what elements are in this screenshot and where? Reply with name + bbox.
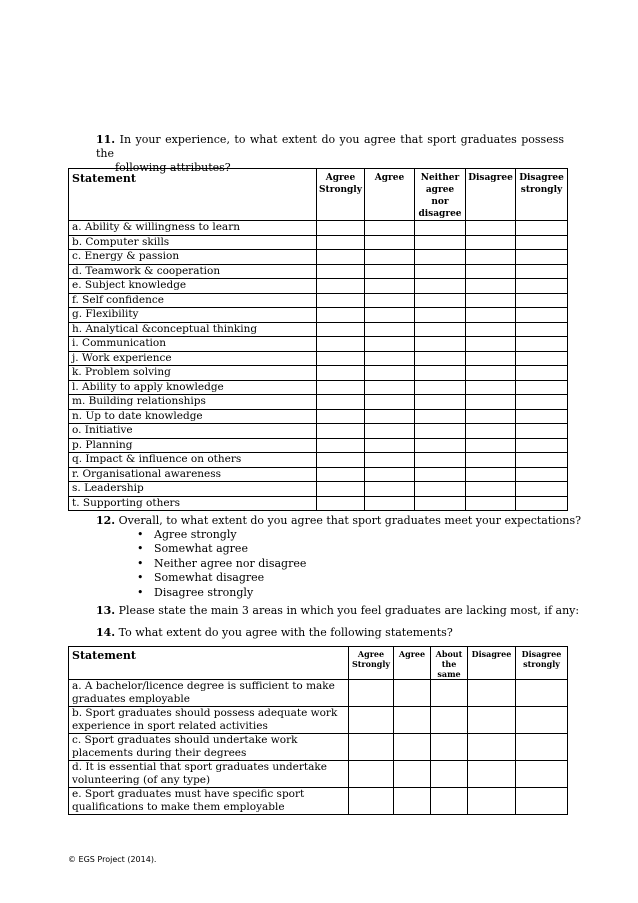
attributes-table-body (69, 221, 568, 511)
response-cell[interactable] (415, 351, 466, 366)
response-cell[interactable] (349, 761, 394, 788)
response-cell[interactable] (317, 366, 365, 381)
response-cell[interactable] (516, 366, 568, 381)
response-cell[interactable] (516, 250, 568, 265)
response-cell[interactable] (516, 264, 568, 279)
attribute-row (69, 279, 568, 294)
response-cell[interactable] (317, 308, 365, 323)
response-cell[interactable] (317, 279, 365, 294)
response-cell[interactable] (349, 734, 394, 761)
response-cell[interactable] (365, 221, 415, 236)
bullet-icon: • (137, 571, 144, 585)
attribute-row (69, 221, 568, 236)
option-label: Somewhat disagree (154, 571, 265, 585)
response-cell[interactable] (317, 293, 365, 308)
response-cell[interactable] (466, 337, 516, 352)
statement-cell: b. Sport graduates should possess adequate work experience in sport related activities (69, 707, 349, 734)
statement-cell: e. Sport graduates must have specific sport qualifications to make them employable (69, 788, 349, 815)
response-cell[interactable] (431, 707, 468, 734)
response-cell[interactable] (415, 221, 466, 236)
response-cell[interactable] (415, 438, 466, 453)
option-item[interactable] (137, 571, 306, 585)
response-cell[interactable] (365, 250, 415, 265)
question-number: 14. (96, 626, 116, 639)
bullet-icon: • (137, 556, 144, 570)
response-cell[interactable] (317, 395, 365, 410)
statement-cell: o. Initiative (69, 424, 317, 439)
statement-cell: m. Building relationships (69, 395, 317, 410)
response-cell[interactable] (365, 264, 415, 279)
expectation-options-list (137, 528, 306, 600)
response-cell[interactable] (394, 707, 431, 734)
attribute-row (69, 308, 568, 323)
response-cell[interactable] (516, 482, 568, 497)
header-disagree-strongly: Disagree strongly (516, 647, 568, 680)
response-cell[interactable] (317, 467, 365, 482)
bullet-icon: • (137, 585, 144, 599)
response-cell[interactable] (516, 734, 568, 761)
response-cell[interactable] (516, 496, 568, 511)
statement-cell: g. Flexibility (69, 308, 317, 323)
response-cell[interactable] (415, 395, 466, 410)
attributes-table (68, 168, 568, 511)
statement-row (69, 761, 568, 788)
response-cell[interactable] (317, 482, 365, 497)
response-cell[interactable] (394, 680, 431, 707)
response-cell[interactable] (516, 438, 568, 453)
header-agree: Agree (394, 647, 431, 680)
response-cell[interactable] (466, 467, 516, 482)
response-cell[interactable] (365, 453, 415, 468)
response-cell[interactable] (317, 424, 365, 439)
response-cell[interactable] (516, 221, 568, 236)
response-cell[interactable] (349, 707, 394, 734)
statement-cell: r. Organisational awareness (69, 467, 317, 482)
response-cell[interactable] (365, 351, 415, 366)
statement-row (69, 680, 568, 707)
response-cell[interactable] (415, 496, 466, 511)
header-agree: Agree (365, 169, 415, 221)
header-disagree: Disagree (466, 169, 516, 221)
response-cell[interactable] (365, 279, 415, 294)
option-item[interactable] (137, 557, 306, 571)
response-cell[interactable] (415, 424, 466, 439)
header-disagree: Disagree (468, 647, 516, 680)
attribute-row (69, 482, 568, 497)
response-cell[interactable] (516, 761, 568, 788)
response-cell[interactable] (317, 496, 365, 511)
response-cell[interactable] (466, 496, 516, 511)
response-cell[interactable] (466, 424, 516, 439)
response-cell[interactable] (317, 380, 365, 395)
response-cell[interactable] (317, 235, 365, 250)
response-cell[interactable] (431, 734, 468, 761)
statement-cell: d. Teamwork & cooperation (69, 264, 317, 279)
header-neither: Neither agree nor disagree (415, 169, 466, 221)
response-cell[interactable] (365, 380, 415, 395)
statement-cell: a. A bachelor/licence degree is sufficient to make graduates employable (69, 680, 349, 707)
attribute-row (69, 293, 568, 308)
response-cell[interactable] (516, 279, 568, 294)
response-cell[interactable] (516, 424, 568, 439)
response-cell[interactable] (466, 366, 516, 381)
response-cell[interactable] (516, 707, 568, 734)
question-number: 12. (96, 514, 116, 527)
attribute-row (69, 322, 568, 337)
statement-cell: f. Self confidence (69, 293, 317, 308)
statement-cell: j. Work experience (69, 351, 317, 366)
header-disagree-strongly: Disagree strongly (516, 169, 568, 221)
response-cell[interactable] (466, 395, 516, 410)
response-cell[interactable] (365, 496, 415, 511)
response-cell[interactable] (394, 788, 431, 815)
response-cell[interactable] (415, 409, 466, 424)
question-text: Please state the main 3 areas in which you feel graduates are lacking most, if any: (118, 604, 580, 617)
statement-row (69, 734, 568, 761)
response-cell[interactable] (516, 322, 568, 337)
response-cell[interactable] (431, 680, 468, 707)
attribute-row (69, 496, 568, 511)
response-cell[interactable] (468, 761, 516, 788)
option-item[interactable] (137, 586, 306, 600)
response-cell[interactable] (466, 264, 516, 279)
response-cell[interactable] (415, 467, 466, 482)
response-cell[interactable] (468, 734, 516, 761)
attribute-row (69, 453, 568, 468)
attribute-row (69, 351, 568, 366)
response-cell[interactable] (516, 293, 568, 308)
response-cell[interactable] (415, 380, 466, 395)
response-cell[interactable] (317, 409, 365, 424)
response-cell[interactable] (431, 788, 468, 815)
response-cell[interactable] (317, 453, 365, 468)
response-cell[interactable] (317, 337, 365, 352)
option-label: Somewhat agree (154, 542, 248, 556)
response-cell[interactable] (468, 707, 516, 734)
statement-cell: h. Analytical &conceptual thinking (69, 322, 317, 337)
response-cell[interactable] (415, 293, 466, 308)
response-cell[interactable] (415, 366, 466, 381)
table-header-row (69, 647, 568, 680)
statement-cell: a. Ability & willingness to learn (69, 221, 317, 236)
response-cell[interactable] (466, 438, 516, 453)
footer-copyright: © EGS Project (2014). (68, 855, 157, 864)
response-cell[interactable] (365, 424, 415, 439)
response-cell[interactable] (415, 279, 466, 294)
statements-table-body (69, 680, 568, 815)
statement-cell: q. Impact & influence on others (69, 453, 317, 468)
response-cell[interactable] (516, 380, 568, 395)
response-cell[interactable] (365, 409, 415, 424)
response-cell[interactable] (415, 264, 466, 279)
response-cell[interactable] (317, 438, 365, 453)
attribute-row (69, 250, 568, 265)
statement-cell: d. It is essential that sport graduates undertake volunteering (of any type) (69, 761, 349, 788)
response-cell[interactable] (466, 235, 516, 250)
response-cell[interactable] (466, 380, 516, 395)
response-cell[interactable] (516, 235, 568, 250)
attribute-row (69, 467, 568, 482)
statement-cell: e. Subject knowledge (69, 279, 317, 294)
statement-cell: t. Supporting others (69, 496, 317, 511)
statement-cell: p. Planning (69, 438, 317, 453)
attribute-row (69, 380, 568, 395)
response-cell[interactable] (365, 235, 415, 250)
statement-cell: l. Ability to apply knowledge (69, 380, 317, 395)
response-cell[interactable] (466, 482, 516, 497)
response-cell[interactable] (516, 337, 568, 352)
response-cell[interactable] (516, 680, 568, 707)
response-cell[interactable] (415, 453, 466, 468)
question-13 (96, 604, 579, 618)
statement-cell: i. Communication (69, 337, 317, 352)
response-cell[interactable] (365, 438, 415, 453)
response-cell[interactable] (516, 351, 568, 366)
response-cell[interactable] (317, 322, 365, 337)
response-cell[interactable] (466, 453, 516, 468)
attribute-row (69, 438, 568, 453)
header-agree-strongly: Agree Strongly (317, 169, 365, 221)
response-cell[interactable] (466, 351, 516, 366)
response-cell[interactable] (466, 221, 516, 236)
response-cell[interactable] (466, 322, 516, 337)
question-12 (96, 514, 581, 528)
attribute-row (69, 366, 568, 381)
statement-cell: s. Leadership (69, 482, 317, 497)
bullet-icon: • (137, 542, 144, 556)
response-cell[interactable] (415, 337, 466, 352)
response-cell[interactable] (431, 761, 468, 788)
response-cell[interactable] (516, 395, 568, 410)
response-cell[interactable] (394, 761, 431, 788)
option-label: Disagree strongly (154, 585, 254, 599)
statement-cell: b. Computer skills (69, 235, 317, 250)
option-item[interactable] (137, 528, 306, 542)
response-cell[interactable] (317, 221, 365, 236)
response-cell[interactable] (365, 322, 415, 337)
response-cell[interactable] (365, 293, 415, 308)
response-cell[interactable] (365, 366, 415, 381)
response-cell[interactable] (466, 409, 516, 424)
statement-row (69, 788, 568, 815)
attribute-row (69, 409, 568, 424)
question-number: 11. (96, 133, 116, 146)
response-cell[interactable] (516, 453, 568, 468)
question-text: Overall, to what extent do you agree that sport graduates meet your expectations? (118, 514, 582, 527)
response-cell[interactable] (468, 788, 516, 815)
response-cell[interactable] (415, 250, 466, 265)
question-number: 13. (96, 604, 116, 617)
response-cell[interactable] (317, 264, 365, 279)
response-cell[interactable] (365, 308, 415, 323)
response-cell[interactable] (466, 308, 516, 323)
bullet-icon: • (137, 528, 144, 541)
attribute-row (69, 424, 568, 439)
question-text: To what extent do you agree with the following statements? (118, 626, 453, 639)
option-label: Agree strongly (154, 528, 237, 541)
statement-cell: k. Problem solving (69, 366, 317, 381)
response-cell[interactable] (365, 395, 415, 410)
option-label: Neither agree nor disagree (154, 556, 307, 570)
statement-cell: n. Up to date knowledge (69, 409, 317, 424)
response-cell[interactable] (365, 337, 415, 352)
question-text-line1: In your experience, to what extent do you agree that sport graduates possess the (96, 133, 564, 160)
response-cell[interactable] (466, 250, 516, 265)
header-statement: Statement (69, 169, 317, 221)
question-14 (96, 626, 453, 640)
statement-row (69, 707, 568, 734)
statements-table (68, 646, 568, 815)
response-cell[interactable] (394, 734, 431, 761)
statement-cell: c. Sport graduates should undertake work placements during their degrees (69, 734, 349, 761)
response-cell[interactable] (365, 482, 415, 497)
response-cell[interactable] (516, 308, 568, 323)
response-cell[interactable] (466, 279, 516, 294)
option-item[interactable] (137, 542, 306, 556)
response-cell[interactable] (415, 308, 466, 323)
response-cell[interactable] (516, 409, 568, 424)
response-cell[interactable] (516, 788, 568, 815)
response-cell[interactable] (365, 467, 415, 482)
header-about-the-same: About the same (431, 647, 468, 680)
attribute-row (69, 337, 568, 352)
response-cell[interactable] (317, 250, 365, 265)
response-cell[interactable] (415, 322, 466, 337)
response-cell[interactable] (468, 680, 516, 707)
attribute-row (69, 235, 568, 250)
header-statement: Statement (69, 647, 349, 680)
response-cell[interactable] (349, 788, 394, 815)
statement-cell: c. Energy & passion (69, 250, 317, 265)
table-header-row (69, 169, 568, 221)
response-cell[interactable] (317, 351, 365, 366)
response-cell[interactable] (466, 293, 516, 308)
question-text-line2: following attributes? (115, 161, 231, 174)
response-cell[interactable] (349, 680, 394, 707)
attribute-row (69, 395, 568, 410)
response-cell[interactable] (415, 235, 466, 250)
attribute-row (69, 264, 568, 279)
response-cell[interactable] (516, 467, 568, 482)
header-agree-strongly: Agree Strongly (349, 647, 394, 680)
response-cell[interactable] (415, 482, 466, 497)
